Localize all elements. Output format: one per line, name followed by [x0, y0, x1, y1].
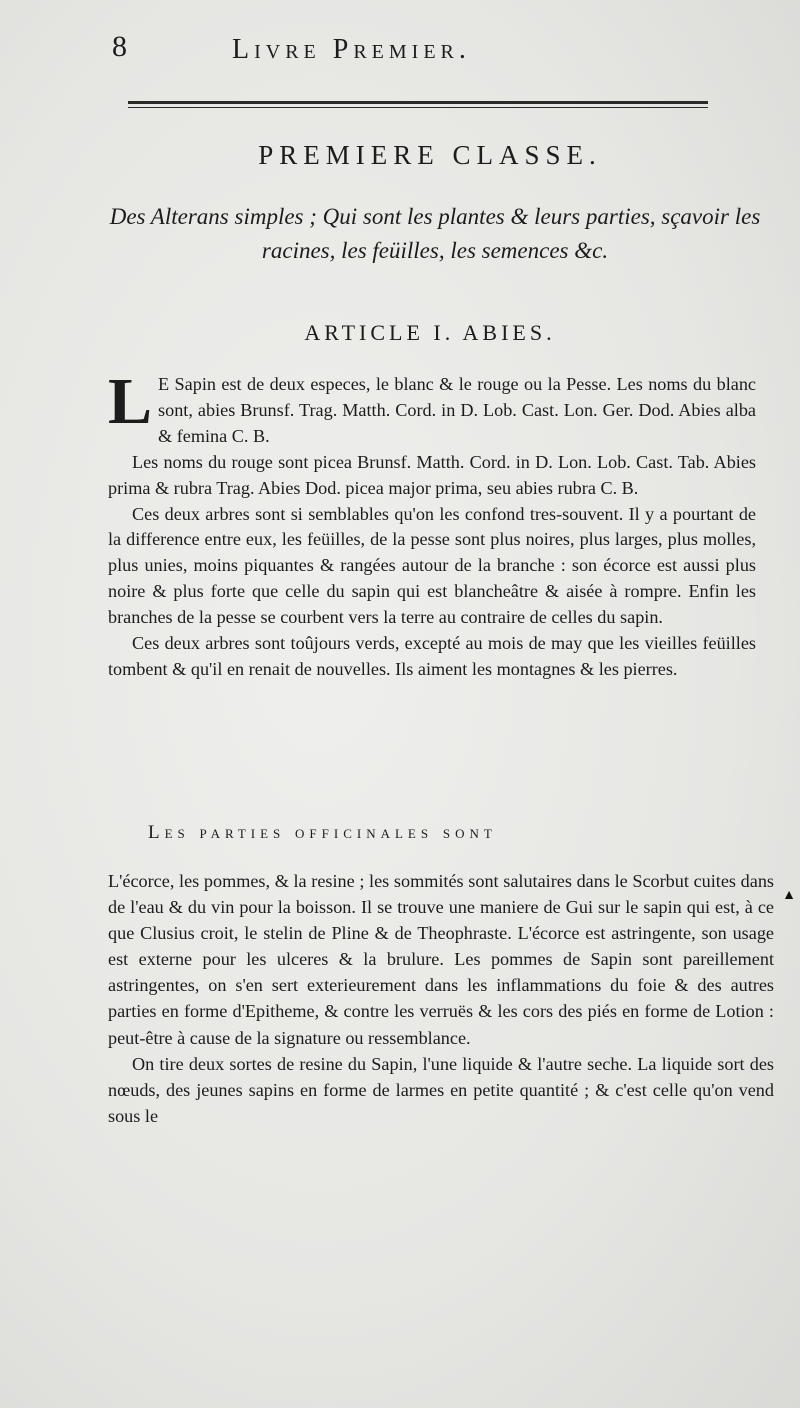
article-title: ARTICLE I. ABIES.: [304, 320, 556, 345]
drop-cap: L: [108, 365, 153, 438]
margin-mark-icon: ▲: [782, 888, 796, 903]
paragraph: On tire deux sortes de resine du Sapin, l'une liquide & l'autre seche. La liquide sort des nœuds, des jeunes sapins en forme de larmes en petite quantité ; & c'est celle qu'on vend sous le: [108, 1053, 774, 1126]
paragraph: Ces deux arbres sont si semblables qu'on les confond tres-souvent. Il y a pourtant de la difference entre eux, les feüilles, de la pesse sont plus noires, plus larges, plus molles, plus unies, moins piquantes & rangées autour de la branche : son écorce est aussi plus noire & plus forte que celle du sapin qui est blancheâtre & aisée à rompre. Enfin les branches de la pesse se courbent vers la terre au contraire de celles du sapin.: [108, 503, 756, 628]
page-number: 8: [112, 30, 127, 63]
paragraph: Ces deux arbres sont toûjours verds, excepté au mois de may que les vieilles feüilles tombent & qu'il en renait de nouvelles. Ils aiment les montagnes & les pierres.: [108, 633, 756, 679]
class-title: PREMIERE CLASSE.: [258, 140, 602, 170]
running-title: Livre Premier.: [232, 34, 471, 65]
paragraph: Les noms du rouge sont picea Brunsf. Matth. Cord. in D. Lon. Lob. Cast. Tab. Abies prima & rubra Trag. Abies Dod. picea major prima, seu abies rubra C. B.: [108, 451, 756, 498]
paragraph-text: E Sapin est de deux especes, le blanc & le rouge ou la Pesse. Les noms du blanc sont, abies Brunsf. Trag. Matth. Cord. in D. Lob. Cast. Lon. Ger. Dod. Abies alba & femina C. B.: [158, 374, 756, 446]
class-subtitle: Des Alterans simples ; Qui sont les plantes & leurs parties, sçavoir les racines, les feüilles, les semences &c.: [109, 204, 761, 263]
header-rule-thin: [128, 107, 708, 108]
paragraph: [108, 365, 756, 450]
running-header: [0, 30, 800, 80]
article-body: [108, 365, 756, 683]
section-title: Les parties officinales sont: [148, 822, 497, 843]
header-rule-thick: [128, 101, 708, 104]
paragraph: L'écorce, les pommes, & la resine ; les sommités sont salutaires dans le Scorbut cuites dans de l'eau & du vin pour la boisson. Il se trouve une maniere de Gui sur le sapin qui est, à ce que Clusius croit, le stelin de Pline & de Theophraste. L'écorce est astringente, son usage est externe pour les ulceres & la brulure. Les pommes de Sapin sont pareillement astringentes, on s'en sert exterieurement dans les inflammations du foie & des autres parties en forme d'Epitheme, & contre les verruës & les cors des piés en forme de Lotion : peut-être à cause de la signature ou ressemblance.: [108, 871, 774, 1048]
section-body: [108, 868, 774, 1129]
